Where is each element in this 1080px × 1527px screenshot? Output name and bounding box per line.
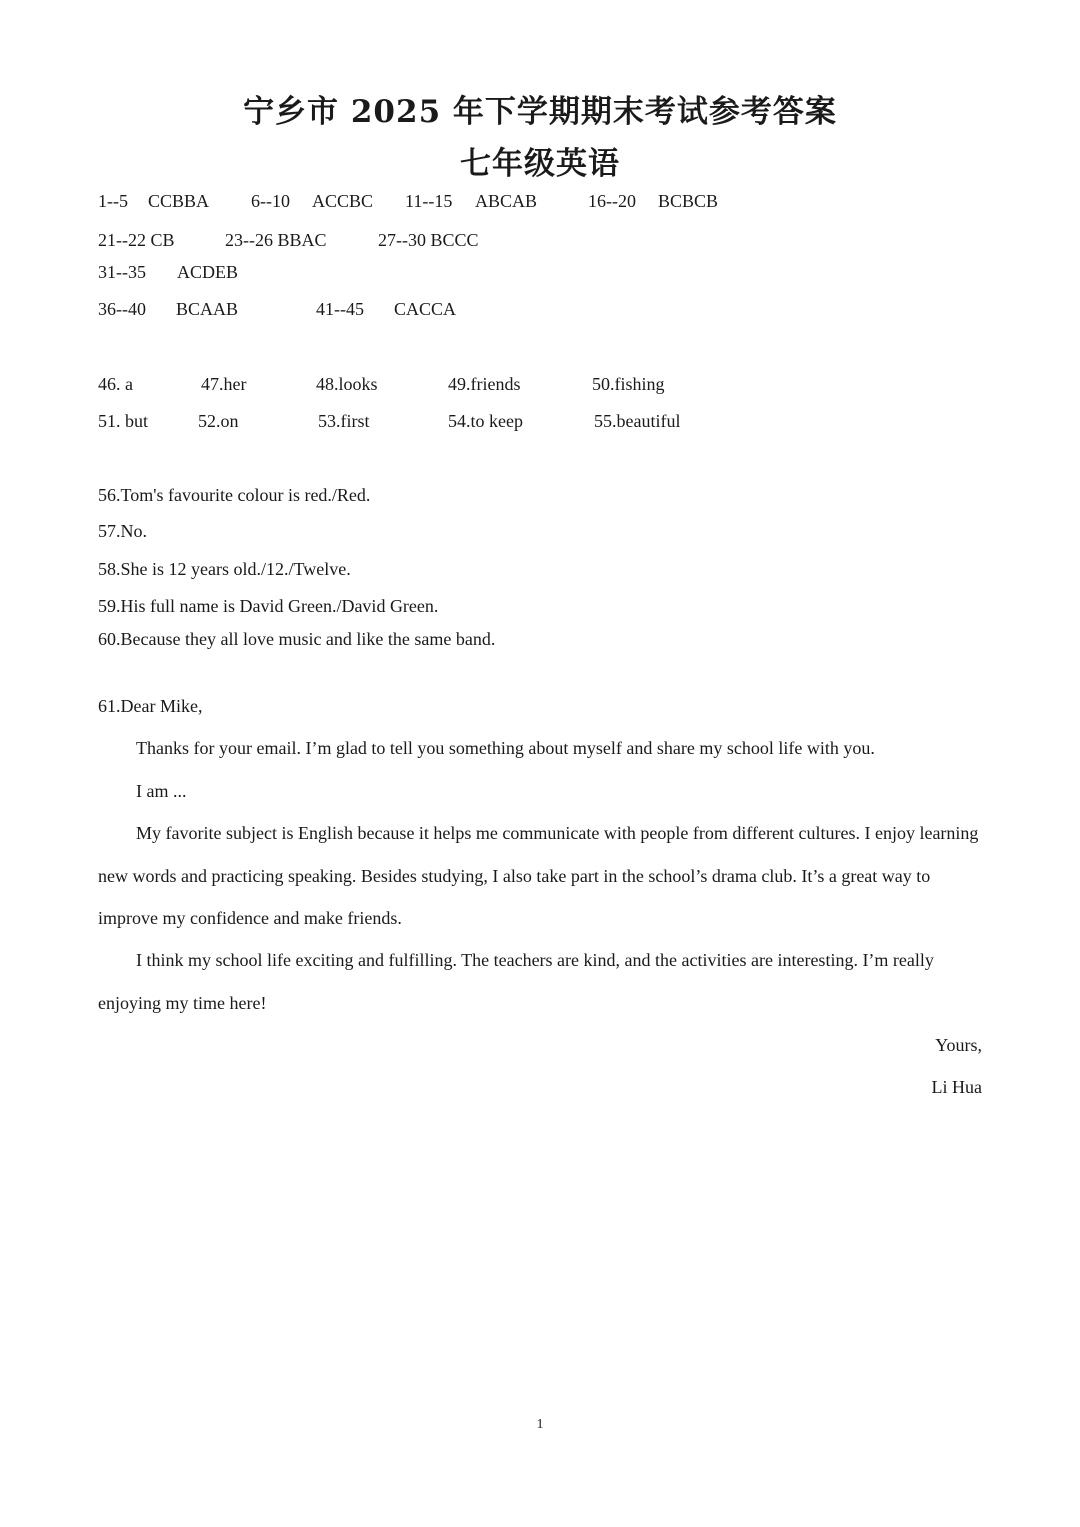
short-answer: 56.Tom's favourite colour is red./Red.	[98, 485, 371, 505]
short-answer: 57.No.	[98, 521, 147, 541]
letter-paragraph: Thanks for your email. I’m glad to tell you something about myself and share my school life with you.	[136, 738, 875, 758]
short-answer: 58.She is 12 years old./12./Twelve.	[98, 559, 351, 579]
fill-answer: 50.fishing	[592, 374, 665, 394]
answer-letters: ABCAB	[475, 191, 538, 211]
document-title: 宁乡市 2025 年下学期期末考试参考答案	[243, 94, 837, 130]
answer-range: 11--15	[405, 191, 453, 211]
page-number: 1	[536, 1417, 544, 1432]
document-subtitle: 七年级英语	[460, 146, 620, 182]
letter-paragraph: I am ...	[136, 781, 187, 801]
answer-letters: CCBBA	[148, 191, 210, 211]
short-answer: 59.His full name is David Green./David Green.	[98, 596, 439, 616]
answer-letters: ACCBC	[312, 191, 374, 211]
answer-group: 21--22 CB	[98, 230, 175, 250]
answer-range: 36--40	[98, 299, 146, 319]
fill-answer: 51. but	[98, 411, 149, 431]
fill-answer: 53.first	[318, 411, 370, 431]
fill-answer: 55.beautiful	[594, 411, 681, 431]
answer-range: 6--10	[251, 191, 290, 211]
answer-letters: ACDEB	[177, 262, 239, 282]
fill-answer: 46. a	[98, 374, 133, 394]
answer-range: 1--5	[98, 191, 128, 211]
answer-letters: CACCA	[394, 299, 457, 319]
letter-closing: Yours,	[935, 1035, 982, 1055]
fill-answer: 47.her	[201, 374, 247, 394]
answer-letters: BCBCB	[658, 191, 719, 211]
fill-answer: 49.friends	[448, 374, 521, 394]
fill-answer: 52.on	[198, 411, 239, 431]
letter-greeting: 61.Dear Mike,	[98, 696, 203, 716]
fill-answer: 48.looks	[316, 374, 378, 394]
letter-paragraph: My favorite subject is English because it helps me communicate with people from different cultures. I enjoy learning new words and practicing speaking. Besides studying, I also take part in the school’s drama club. It’s a great way to improve my confidence and make friends.	[98, 823, 979, 928]
answer-range: 16--20	[588, 191, 636, 211]
letter-paragraph: I think my school life exciting and fulfilling. The teachers are kind, and the activities are interesting. I’m really enjoying my time here!	[98, 950, 934, 1013]
answer-range: 41--45	[316, 299, 364, 319]
answer-letters: BCAAB	[176, 299, 239, 319]
letter-signature: Li Hua	[931, 1077, 982, 1097]
fill-answer: 54.to keep	[448, 411, 523, 431]
answer-group: 23--26 BBAC	[225, 230, 327, 250]
short-answer: 60.Because they all love music and like the same band.	[98, 629, 496, 649]
answer-group: 27--30 BCCC	[378, 230, 479, 250]
answer-range: 31--35	[98, 262, 146, 282]
